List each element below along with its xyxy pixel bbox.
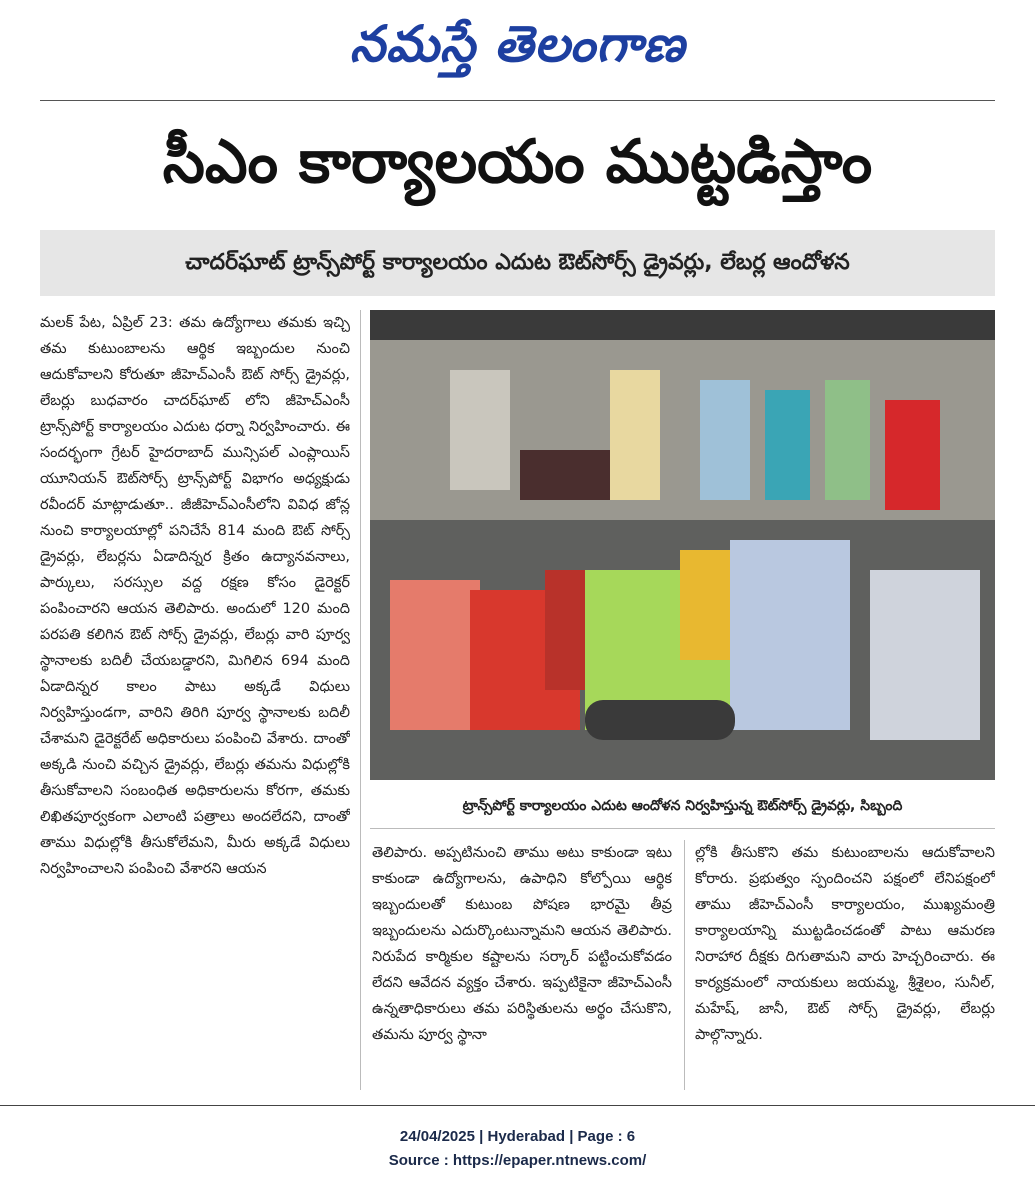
masthead-divider [40, 100, 995, 101]
article-headline: సీఎం కార్యాలయం ముట్టడిస్తాం [162, 127, 873, 197]
protest-photo [370, 310, 995, 780]
article-subheadline: చాదర్‌ఘాట్ ట్రాన్స్‌పోర్ట్ కార్యాలయం ఎదుట ఔట్‌సోర్స్ డ్రైవర్లు, లేబర్ల ఆందోళన [40, 230, 995, 296]
newspaper-masthead: నమస్తే తెలంగాణ [349, 14, 686, 73]
edition-info: 24/04/2025 | Hyderabad | Page : 6 [399, 1128, 636, 1145]
article-body-left-column: మలక్ పేట, ఏప్రిల్ 23: తమ ఉద్యోగాలు తమకు ఇచ్చి తమ కుటుంబాలను ఆర్థిక ఇబ్బందుల నుంచి ఆదుకోవాలని కోరుతూ జీహెచ్ఎంసీ ఔట్ సోర్స్ డ్రైవర్లు, లేబర్లు బుధవారం చాదర్‌ఘాట్ లోని జీహెచ్ఎంసీ ట్రాన్స్‌పోర్ట్ కార్యాలయం ఎదుట ధర్నా నిర్వహించారు. ఈ సందర్భంగా గ్రేటర్ హైదరాబాద్ మున్సిపల్ ఎంప్లాయిస్ యూనియన్ ఔట్‌సోర్స్ ట్రాన్స్‌పోర్ట్ విభాగం అధ్యక్షుడు రవీందర్ మాట్లాడుతూ.. జీజీహెచ్ఎంసీలోని వివిధ జోన్ల నుంచి కార్యాలయాల్లో పనిచేసే 814 మంది ఔట్ సోర్స్ డ్రైవర్లు, లేబర్లను ఏడాదిన్నర క్రితం ఉద్యానవనాలు, పార్కులు, సరస్సుల వద్ద రక్షణ కోసం డైరెక్టర్ పంపించారని ఆయన తెలిపారు. అందులో 120 మంది పరపతి కలిగిన ఔట్ సోర్స్ డ్రైవర్లు, లేబర్లు వారి పూర్వ స్థానాలకు బదిలీ చేయబడ్డారని, మిగిలిన 694 మంది ఏడాదిన్నర కాలం పాటు అక్కడే విధులు నిర్వహిస్తుండగా, వారిని తిరిగి పూర్వ స్థానాలకు బదిలీ చేశామని డైరెక్టరేట్ అధికారులు పంపించి వేశారు. దాంతో అక్కడి నుంచి వచ్చిన డ్రైవర్లు, లేబర్లు తమను విధుల్లోకి తీసుకోవాలని సంబంధిత అధికారులను కోరగా, తమకు లిఖితపూర్వకంగా ఎలాంటి పత్రాలు అందలేదని, దాంతో తాము విధుల్లోకి తీసుకోలేమని, మీరు అక్కడే విధులు నిర్వహించాలని పంపించి వేశారని ఆయన [40, 315, 350, 877]
protest-photo-illustration [370, 310, 995, 780]
column-divider [360, 310, 361, 1090]
article-body-middle-column: తెలిపారు. అప్పటినుంచి తాము అటు కాకుండా ఇటు కాకుండా ఉద్యోగాలను, ఉపాధిని కోల్పోయి ఆర్థిక ఇబ్బందులతో కుటుంబ పోషణ భారమై తీవ్ర ఇబ్బందులను ఎదుర్కొంటున్నామని ఆయన తెలిపారు. నిరుపేద కార్మికుల కష్టాలను సర్కార్ పట్టించుకోవడం లేదని ఆవేదన వ్యక్తం చేశారు. ఇప్పటికైనా జీహెచ్ఎంసీ ఉన్నతాధికారులు తమ పరిస్థితులను అర్థం చేసుకొని, తమను పూర్వ స్థానా [372, 845, 672, 1043]
column-divider [684, 840, 685, 1090]
source-link[interactable]: Source : https://epaper.ntnews.com/ [388, 1152, 647, 1169]
photo-caption: ట్రాన్స్‌పోర్ట్ కార్యాలయం ఎదుట ఆందోళన నిర్వహిస్తున్న ఔట్‌సోర్స్ డ్రైవర్లు, సిబ్బంది [370, 784, 995, 829]
footer-divider [0, 1105, 1035, 1106]
article-body-right-column: ల్లోకి తీసుకొని తమ కుటుంబాలను ఆదుకోవాలని కోరారు. ప్రభుత్వం స్పందించని పక్షంలో లేనిపక్షంలో తాము జీహెచ్ఎంసీ కార్యాలయం, ముఖ్యమంత్రి కార్యాలయాన్ని ముట్టడించడంతో పాటు ఆమరణ నిరాహార దీక్షకు దిగుతామని వారు హెచ్చరించారు. ఈ కార్యక్రమంలో నాయకులు జయమ్మ, శ్రీశైలం, సునీల్, మహేష్, జానీ, ఔట్ సోర్స్ డ్రైవర్లు, లేబర్లు పాల్గొన్నారు. [695, 845, 995, 1043]
